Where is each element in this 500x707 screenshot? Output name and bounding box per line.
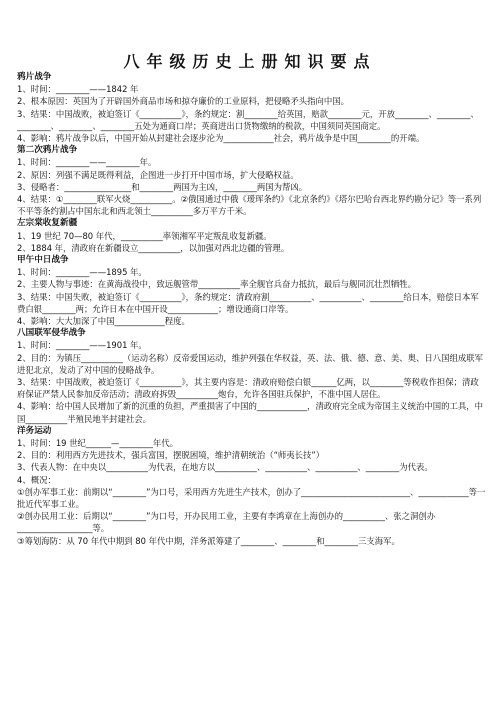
text-line: 2、主要人物与事迹：在黄海战役中，致远舰管带__________率全舰官兵奋力抵抗，最后与舰同沉壮烈牺牲。 — [17, 279, 416, 290]
text-line: 3、代表人物：在中央以__________为代表，在地方以__________、__________、__________、________为代表。 — [17, 462, 433, 473]
section-xinjiang-recovery — [17, 217, 486, 254]
text-line: 3、侵略者：________________和________两国为主凶，________两国为帮凶。 — [17, 181, 308, 192]
text-line: 1、时间：________——1842 年 — [17, 84, 139, 95]
section-heading: 甲午中日战争 — [17, 255, 69, 265]
text-line: 1、时间：19 世纪______—________年代。 — [17, 438, 179, 448]
text-line: ②创办民用工业：后期以“________”为口号，开办民用工业，主要有李鸿章在上海创办的__________、张之洞创办__________________等。 — [17, 511, 436, 534]
text-line: ①创办军事工业：前期以“________”为口号，采用西方先进生产技术，创办了__________________________、____________等一批近代军事工业。 — [17, 486, 486, 510]
section-heading: 鸦片战争 — [17, 72, 52, 82]
text-line: 1、时间：________——1901 年。 — [17, 340, 147, 351]
section-heading: 左宗棠收复新疆 — [17, 218, 78, 229]
section-opium-war — [17, 71, 486, 144]
section-second-opium-war — [17, 144, 486, 217]
section-sino-japanese-war — [17, 254, 486, 327]
text-line: 3、结果：中国战败，被迫签订《__________》，其主要内容是：清政府赔偿白银______亿两，以________等税收作担保；清政府保证严禁人民参加反帝活动；清政府拆毁__________炮台，允许各国驻兵保护，不准中国人居住。 — [17, 377, 479, 400]
text-line: 4、影响：鸦片战争以后，中国开始从封建社会逐步沦为____________社会，鸦片战争是中国________的开端。 — [17, 133, 425, 143]
text-line: 4、概况： — [17, 474, 56, 485]
text-line: 4、结果：①________联军火烧__________。②俄国通过中俄《瑷珲条约》《北京条约》《塔尔巴哈台西北界约勘分记》等一系列不平等条约割占中国东北和西北领土__________多万平方千米。 — [17, 194, 482, 217]
text-line: 2、目的：为镇压__________（运动名称）反帝爱国运动，维护列强在华权益，英、法、俄、德、意、美、奥、日八国组成联军进犯北京，发动了对中国的侵略战争。 — [17, 352, 483, 375]
text-line: 2、1884 年，清政府在新疆设立__________，以加强对西北边疆的管理。 — [17, 242, 290, 253]
text-line: 2、原因：列强不满足既得利益，企图进一步打开中国市场，扩大侵略权益。 — [17, 169, 299, 180]
page-title: 八年级历史上册知识要点 — [123, 52, 377, 71]
text-line: 1、时间：________——1895 年。 — [17, 267, 147, 278]
section-heading: 第二次鸦片战争 — [17, 145, 78, 156]
text-line: 3、结果：中国战败，被迫签订《__________》，条约规定：割________给英国，赔款________元，开放________、________、________、________、________五处为通商口岸；英商进出口货物缴纳的税款，中国须同英国商定。 — [17, 108, 479, 131]
text-line: ③筹划海防：从 70 年代中期到 80 年代中期，洋务派筹建了________、________和________三支海军。 — [17, 535, 400, 546]
text-line: 1、时间：________——________年。 — [17, 157, 157, 168]
section-heading: 八国联军侵华战争 — [17, 328, 86, 339]
text-line: 2、根本原因：英国为了开辟国外商品市场和掠夺廉价的工业原料，把侵略矛头指向中国。 — [17, 96, 349, 107]
text-line: 3、结果：中国失败，被迫签订《__________》，条约规定：清政府割__________、__________、________给日本，赔偿日本军费白银________两；允许日本在中国开设____________；增设通商口岸等。 — [17, 291, 479, 314]
section-westernization-movement — [17, 425, 486, 547]
text-line: 4、影响：大大加深了中国____________程度。 — [17, 316, 190, 326]
text-line: 2、目的：利用西方先进技术，强兵富国，摆脱困境，维护清朝统治（“师夷长技”） — [17, 450, 325, 461]
section-heading: 洋务运动 — [17, 425, 52, 436]
text-line: 4、影响：给中国人民增加了新的沉重的负担，严重损害了中国的____________，清政府完全成为帝国主义统治中国的工具，中国__________半殖民地半封建社会。 — [17, 401, 483, 424]
document-body — [17, 71, 486, 547]
section-eight-nation-alliance — [17, 327, 486, 425]
text-line: 1、19 世纪 70—80 年代，__________率领湘军平定叛乱收复新疆。 — [17, 230, 272, 241]
